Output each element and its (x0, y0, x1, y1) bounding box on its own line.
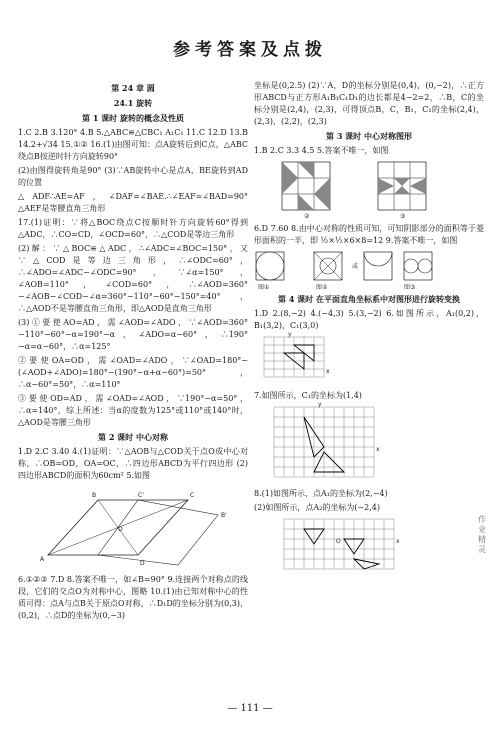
answer-paragraph: ③要使OD=AD，需∠OAD=∠AOD，∵190°−α=50°，∴α=140°，综上所述：当α的度数为125°或110°或140°时，△AOD是等腰三角形 (18, 394, 248, 427)
answer-paragraph: (2)如图所示，点A₂的坐标为(−2,4) (254, 503, 380, 512)
fig-caption: ③ (400, 213, 406, 220)
answer-paragraph: 6.①②③ 7.D 8.答案不唯一，如∠B=90° 9.连接两个对称点的线段，它们的交点O为对称中心，图略 10.(1)由已知对称中心的性质可得：点A与点B关于原点O对称，∴D₁D的坐标分别为(0,3)，(0,2)，∴点D的坐标为(0,−3) (18, 575, 248, 620)
origin-label: O (336, 538, 341, 545)
symmetric-patterns-figure (254, 160, 484, 220)
fig-label: A (40, 556, 45, 563)
central-symmetry-figure (18, 485, 248, 571)
answer-paragraph: (2)由图得旋转角是90° (3)∵AB旋转中心是点A，BE旋转到AD的位置 (18, 166, 248, 187)
page-number: — 111 — (227, 703, 273, 714)
chapter-heading: 第 24 章 圆 (111, 83, 155, 93)
lesson1-heading: 第 1 课时 旋转的概念及性质 (82, 113, 184, 123)
left-column (18, 80, 248, 624)
answer-paragraph: 1.D 2.C 3.40 4.(1)证明：∵△AOB与△COD关于点O成中心对称，∴OB=OD，OA=OC，∴四边形ABCD为平行四边形 (2)四边形ABCD的面积为60cm² 5.如图 (18, 447, 248, 480)
answer-paragraph: 坐标是(0,2.5) (2)∵A，D的坐标分别是(0,4)，(0,−2)，∴正方形ABCD与正方形A₁B₁C₁D₁的边长都是4−2=2，∴B，C的坐标分别是(2,4)，(2,3)，可得顶点B，C，B₁，C₁的坐标(2,4)，(2,3)，(2,2)，(2,3) (254, 81, 484, 126)
axis-label: x (376, 446, 380, 453)
grid-figure-1 (254, 331, 484, 387)
section-heading: 24.1 旋转 (113, 98, 153, 108)
answer-paragraph: ②要使OA=OD，需∠OAD=∠ADO，∵∠OAD=180°−(∠AOD+∠ADO)=180°−(190°−α+α−60°)=50°，∴α−60°=50°，∴α=110° (18, 356, 248, 389)
fig-label: B (92, 492, 97, 499)
coordinate-grid (254, 331, 484, 387)
fig-label: B' (221, 512, 227, 519)
side-watermark-text: 作业精灵 (478, 515, 486, 554)
answer-paragraph: 7.如图所示，C₁的坐标为(1,4) (254, 391, 362, 400)
lesson3-heading: 第 3 课时 中心对称图形 (326, 131, 412, 141)
parallelogram-figure (18, 485, 248, 571)
axis-label: x (396, 538, 400, 545)
fig-label: O (118, 526, 123, 533)
coordinate-grid (254, 401, 484, 485)
grid-figure-3 (254, 517, 484, 573)
answer-paragraph: 1.C 2.B 3.120° 4.B 5.△ABC≌△CBC₁ A₁C₁ 11.C 12.D 13.B 14.2+√34 15.①② 16.(1)由图可知：点A旋转后到C点，△ABC绕点B按逆时针方向旋转90° (18, 128, 248, 161)
arc-patterns-figure (254, 250, 484, 290)
lesson2-heading: 第 2 课时 中心对称 (98, 432, 168, 442)
fig-caption: 或 (352, 263, 359, 270)
fig-label: D (140, 560, 145, 567)
answer-paragraph: 1.B 2.C 3.3 4.5 5.答案不唯一，如图 (254, 146, 389, 155)
coordinate-grid (254, 517, 484, 573)
fig-label: C (190, 492, 195, 499)
pattern-squares (254, 160, 484, 220)
fig-caption: 图② (316, 284, 328, 291)
answer-paragraph: 17.(1)证明：∵将△BOC绕点C按顺时针方向旋转60°得到△ADC，∴CO=CD，∠OCD=60°，∴△COD是等边三角形 (18, 218, 248, 239)
fig-caption: ② (304, 213, 310, 220)
right-column (254, 80, 484, 576)
answer-paragraph: △ADF∴AE=AF，∠DAF=∠BAE.∴∠EAF=∠BAD=90° △AEF是等腰直角三角形 (18, 192, 248, 213)
fig-caption: 图③ (404, 284, 416, 291)
fig-caption: 图① (258, 284, 270, 291)
page-title: 参考答案及点拨 (173, 40, 327, 60)
axis-label: y (318, 401, 322, 408)
answer-paragraph: 8.(1)如图所示，点A₁的坐标为(2,−4) (254, 489, 388, 498)
axis-label: y (288, 331, 292, 338)
answer-paragraph: (3)①要使AO=AD，需∠AOD=∠ADO，∵∠AOD=360°−110°−60°−α=190°−α，∠ADO=α−60°，∴190°−α=α−60°，∴α=125° (18, 318, 248, 351)
grid-figure-2 (254, 401, 484, 485)
answer-paragraph: 6.D 7.60 8.由中心对称的性质可知，可知阴影部分的面积等于菱形面积的一半，即 ½×½×6×8=12 9.答案不唯一，如图 (254, 224, 484, 245)
answer-paragraph: 1.D 2.(8,−2) 4.(−4,3) 5.(3,−2) 6.如图所示，A₁(0,2)，B₁(3,2)，C₁(3,0) (254, 309, 484, 330)
lesson4-heading: 第 4 课时 在平面直角坐标系中对图形进行旋转变换 (278, 294, 460, 304)
answer-paragraph: (2)解：∵△BOC≌△ADC，∴∠ADC=∠BOC=150°，又∵△COD是等边三角形，∴∠ODC=60°，∴∠ADO=∠ADC−∠ODC=90°，∵∠α=150°，∠AOB=110°，∠COD=60°，∴∠AOD=360°−∠AOB−∠COD−∠α=360°−110°−60°−150°=40°，∴△AOD不是等腰直角三角形，即△AOD是直角三角形 (18, 244, 248, 313)
axis-label: x (326, 368, 330, 375)
fig-label: C' (138, 492, 144, 499)
arc-squares (254, 250, 484, 290)
